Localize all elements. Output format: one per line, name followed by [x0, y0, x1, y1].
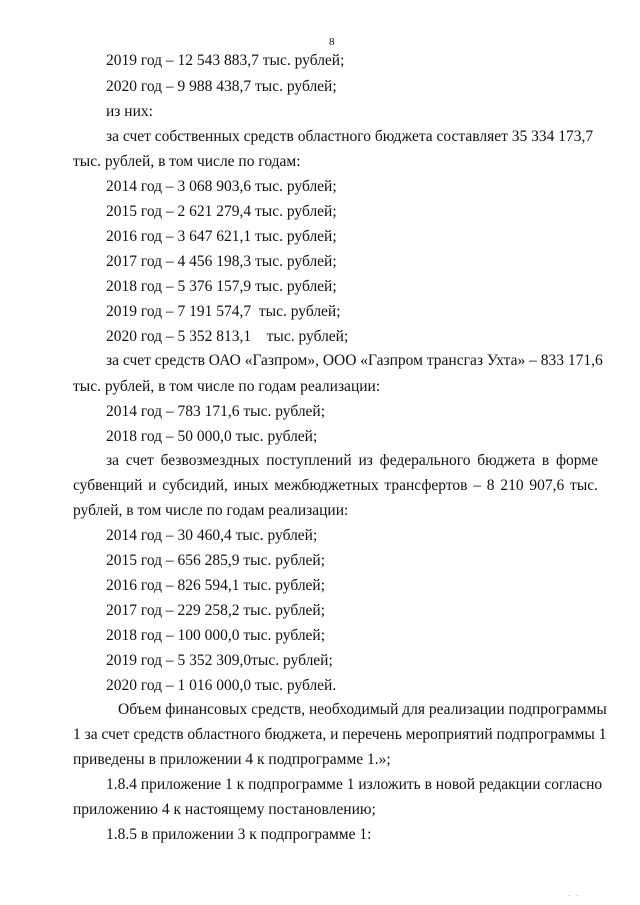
text-line: рублей, в том числе по годам реализации:: [73, 502, 349, 519]
text-line: Объем финансовых средств, необходимый для реализации подпрограммы: [118, 701, 607, 718]
text-line: 2020 год – 9 988 438,7 тыс. рублей;: [106, 78, 337, 95]
paragraph: [73, 452, 598, 470]
text-line: 2019 год – 7 191 574,7 тыс. рублей;: [106, 303, 341, 320]
text-line: за счет средств ОАО «Газпром», ООО «Газпром трансгаз Ухта» – 833 171,6: [106, 352, 603, 369]
text-line: 2015 год – 2 621 279,4 тыс. рублей;: [106, 203, 337, 220]
text-line: 1.8.4 приложение 1 к подпрограмме 1 изложить в новой редакции согласно: [106, 776, 603, 793]
text-line: за счет собственных средств областного бюджета составляет 35 334 173,7: [106, 128, 594, 145]
text-line: 2015 год – 656 285,9 тыс. рублей;: [106, 552, 326, 569]
text-line: тыс. рублей, в том числе по годам:: [73, 153, 301, 170]
text-line: приложению 4 к настоящему постановлению;: [73, 801, 376, 818]
text-line: 2020 год – 1 016 000,0 тыс. рублей.: [106, 677, 337, 694]
text-line: тыс. рублей, в том числе по годам реализации:: [73, 378, 381, 395]
text-line: 2017 год – 229 258,2 тыс. рублей;: [106, 602, 326, 619]
text-line: 2020 год – 5 352 813,1 тыс. рублей;: [106, 328, 349, 345]
text-line: 2018 год – 50 000,0 тыс. рублей;: [106, 428, 318, 445]
text-line: за счет безвозмездных поступлений из федерального бюджета в форме: [106, 452, 598, 469]
text-line: субвенций и субсидий, иных межбюджетных трансфертов – 8 210 907,6 тыс.: [73, 477, 598, 494]
text-line: 2016 год – 3 647 621,1 тыс. рублей;: [106, 228, 337, 245]
page-number: 8: [329, 36, 335, 48]
text-line: 2016 год – 826 594,1 тыс. рублей;: [106, 577, 326, 594]
text-line: 2014 год – 783 171,6 тыс. рублей;: [106, 403, 326, 420]
text-line: 1 за счет средств областного бюджета, и перечень мероприятий подпрограммы 1: [73, 726, 607, 743]
text-line: 2018 год – 100 000,0 тыс. рублей;: [106, 627, 326, 644]
text-line: 2018 год – 5 376 157,9 тыс. рублей;: [106, 278, 337, 295]
paragraph-cont: [73, 477, 598, 495]
scan-marks: · ·: [568, 892, 581, 900]
text-line: 2014 год – 3 068 903,6 тыс. рублей;: [106, 178, 337, 195]
text-line: приведены в приложении 4 к подпрограмме 1.»;: [73, 751, 391, 768]
text-line: из них:: [106, 103, 153, 120]
text-line: 2014 год – 30 460,4 тыс. рублей;: [106, 527, 318, 544]
text-line: 2019 год – 12 543 883,7 тыс. рублей;: [106, 52, 345, 69]
text-line: 2019 год – 5 352 309,0тыс. рублей;: [106, 652, 333, 669]
text-line: 1.8.5 в приложении 3 к подпрограмме 1:: [106, 826, 372, 843]
text-line: 2017 год – 4 456 198,3 тыс. рублей;: [106, 253, 337, 270]
